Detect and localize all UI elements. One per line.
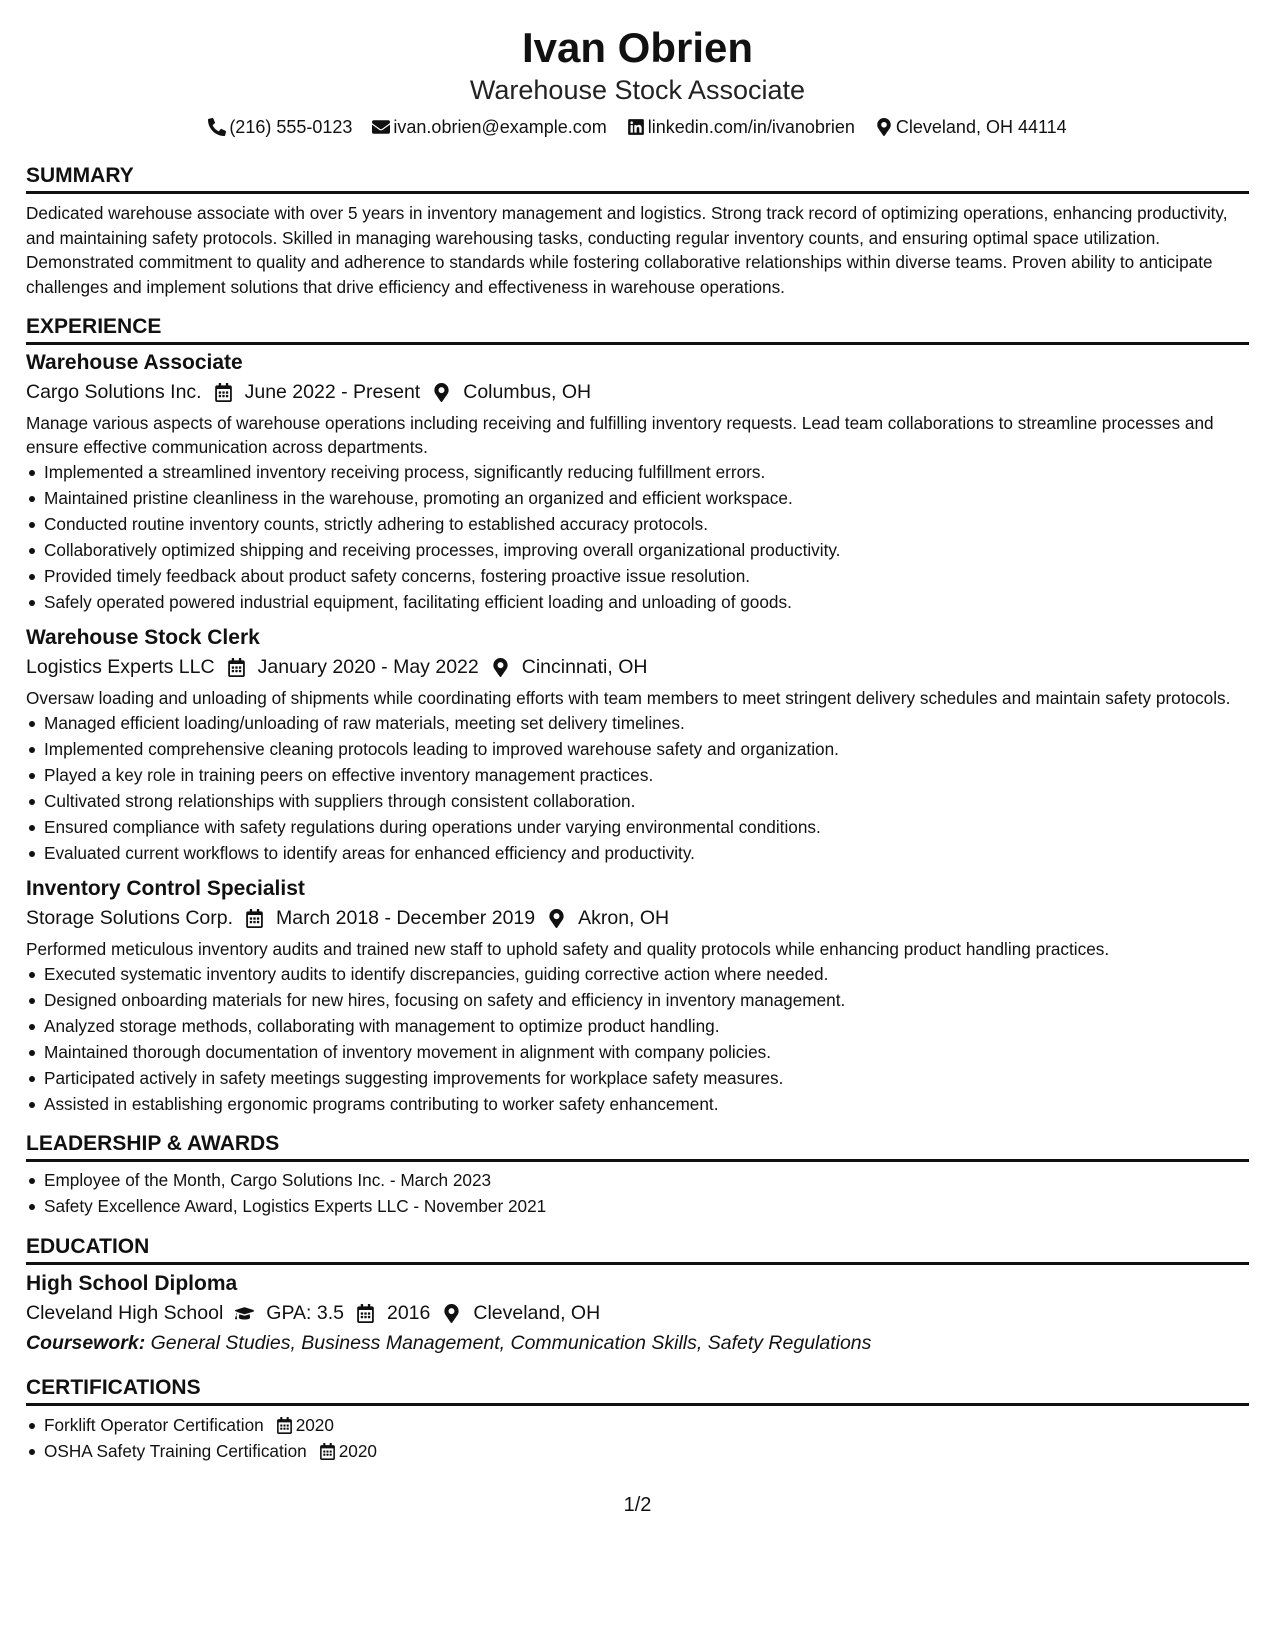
awards-list (26, 1167, 1249, 1219)
job-bullet: Maintained pristine cleanliness in the warehouse, promoting an organized and efficient workspace. (26, 485, 1249, 511)
contact-phone (208, 116, 352, 138)
linkedin-icon (627, 118, 645, 136)
contact-row (26, 116, 1249, 138)
calendar-icon (245, 909, 264, 928)
experience-section (26, 314, 1249, 1117)
section-title: SUMMARY (26, 163, 1249, 194)
linkedin-text: linkedin.com/in/ivanobrien (647, 117, 855, 137)
job-description: Manage various aspects of warehouse operations including receiving and fulfilling inventory requests. Lead team collaborations to streamline processes and ensure effective communication across departments. (26, 413, 1214, 457)
map-marker-icon (875, 118, 893, 136)
calendar-icon (319, 1443, 336, 1460)
company-name: Storage Solutions Corp. (26, 907, 234, 929)
education-section (26, 1234, 1249, 1358)
section-title: CERTIFICATIONS (26, 1375, 1249, 1406)
school-name: Cleveland High School (26, 1302, 224, 1324)
coursework-line (26, 1328, 1249, 1358)
job-location: Akron, OH (578, 907, 670, 929)
company-name: Cargo Solutions Inc. (26, 381, 202, 403)
grad-year: 2016 (386, 1302, 431, 1324)
job-meta (26, 652, 1249, 682)
candidate-headline: Warehouse Stock Associate (469, 75, 806, 105)
section-title: LEADERSHIP & AWARDS (26, 1131, 1249, 1162)
award-item: Employee of the Month, Cargo Solutions Inc. - March 2023 (26, 1167, 1249, 1193)
job-dates: June 2022 - Present (244, 381, 421, 403)
job-dates: January 2020 - May 2022 (257, 656, 479, 678)
job-title: Warehouse Associate (26, 351, 243, 374)
certification-name: OSHA Safety Training Certification (44, 1441, 307, 1461)
job-bullet: Analyzed storage methods, collaborating with management to optimize product handling. (26, 1013, 1249, 1039)
degree-title: High School Diploma (26, 1272, 238, 1295)
map-marker-icon (491, 658, 510, 677)
job-bullet: Designed onboarding materials for new hires, focusing on safety and efficiency in inventory management. (26, 987, 1249, 1013)
calendar-icon (214, 383, 233, 402)
job-location: Columbus, OH (463, 381, 592, 403)
job-bullet: Participated actively in safety meetings suggesting improvements for workplace safety measures. (26, 1065, 1249, 1091)
job-bullet: Collaboratively optimized shipping and receiving processes, improving overall organizational productivity. (26, 537, 1249, 563)
resume-page (26, 22, 1249, 1464)
company-name: Logistics Experts LLC (26, 656, 215, 678)
job-description: Oversaw loading and unloading of shipments while coordinating efforts with team members to meet stringent delivery schedules and maintain safety protocols. (26, 688, 1231, 708)
certification-name: Forklift Operator Certification (44, 1415, 264, 1435)
section-title: EDUCATION (26, 1234, 1249, 1265)
graduation-cap-icon (235, 1304, 254, 1323)
coursework-text: General Studies, Business Management, Communication Skills, Safety Regulations (150, 1332, 872, 1354)
job-title: Inventory Control Specialist (26, 877, 305, 900)
job-bullet: Safely operated powered industrial equipment, facilitating efficient loading and unloading of goods. (26, 589, 1249, 615)
calendar-icon (227, 658, 246, 677)
contact-email[interactable] (372, 116, 606, 138)
email-text: ivan.obrien@example.com (393, 117, 607, 137)
location-text: Cleveland, OH 44114 (895, 117, 1067, 137)
job-bullet: Assisted in establishing ergonomic programs contributing to worker safety enhancement. (26, 1091, 1249, 1117)
job-bullets (26, 961, 1249, 1117)
job-dates: March 2018 - December 2019 (276, 907, 536, 929)
job-list (26, 349, 1249, 1117)
contact-location (875, 116, 1067, 138)
job-bullet: Cultivated strong relationships with suppliers through consistent collaboration. (26, 788, 1249, 814)
job-entry (26, 349, 1249, 615)
summary-text: Dedicated warehouse associate with over 5 years in inventory management and logistics. Strong track record of optimizing operations, enhancing productivity, and maintaining safety protocols. Skilled in managing warehousing tasks, conducting regular inventory counts, and ensuring optimal space utilization. Demonstrated commitment to quality and adherence to standards while fostering collaborative relationships within diverse teams. Proven ability to anticipate challenges and implement solutions that drive efficiency and effectiveness in warehouse operations. (26, 203, 1228, 297)
phone-text: (216) 555-0123 (229, 117, 353, 137)
job-bullet: Maintained thorough documentation of inventory movement in alignment with company policies. (26, 1039, 1249, 1065)
job-entry (26, 875, 1249, 1117)
job-bullet: Conducted routine inventory counts, strictly adhering to established accuracy protocols. (26, 511, 1249, 537)
job-location: Cincinnati, OH (521, 656, 648, 678)
job-bullet: Played a key role in training peers on effective inventory management practices. (26, 762, 1249, 788)
certification-item (26, 1412, 1249, 1438)
calendar-icon (276, 1417, 293, 1434)
job-bullet: Implemented comprehensive cleaning protocols leading to improved warehouse safety and organization. (26, 736, 1249, 762)
job-bullet: Managed efficient loading/unloading of raw materials, meeting set delivery timelines. (26, 710, 1249, 736)
school-location: Cleveland, OH (473, 1302, 601, 1324)
calendar-icon (356, 1304, 375, 1323)
job-entry (26, 624, 1249, 866)
resume-header (26, 22, 1249, 138)
gpa-text: GPA: 3.5 (266, 1302, 344, 1324)
map-marker-icon (442, 1304, 461, 1323)
job-bullet: Implemented a streamlined inventory receiving process, significantly reducing fulfillment errors. (26, 459, 1249, 485)
certification-year: 2020 (338, 1441, 377, 1461)
coursework-label: Coursework: (26, 1332, 146, 1354)
certification-item (26, 1438, 1249, 1464)
job-bullets (26, 459, 1249, 615)
page-number: 1/2 (623, 1494, 652, 1516)
summary-section (26, 163, 1249, 299)
award-item: Safety Excellence Award, Logistics Experts LLC - November 2021 (26, 1193, 1249, 1219)
certifications-section (26, 1375, 1249, 1464)
section-title: EXPERIENCE (26, 314, 1249, 345)
map-marker-icon (432, 383, 451, 402)
certification-year: 2020 (295, 1415, 334, 1435)
education-meta (26, 1298, 1249, 1328)
certifications-list (26, 1412, 1249, 1464)
job-bullet: Evaluated current workflows to identify areas for enhanced efficiency and productivity. (26, 840, 1249, 866)
map-marker-icon (547, 909, 566, 928)
candidate-name: Ivan Obrien (521, 24, 754, 71)
job-meta (26, 903, 1249, 933)
job-bullet: Executed systematic inventory audits to identify discrepancies, guiding corrective action where needed. (26, 961, 1249, 987)
envelope-icon (372, 118, 390, 136)
contact-linkedin[interactable] (627, 116, 855, 138)
phone-icon (208, 118, 226, 136)
job-meta (26, 377, 1249, 407)
job-bullet: Ensured compliance with safety regulations during operations under varying environmental conditions. (26, 814, 1249, 840)
job-description: Performed meticulous inventory audits and trained new staff to uphold safety and quality protocols while enhancing product handling practices. (26, 939, 1110, 959)
awards-section (26, 1131, 1249, 1219)
job-bullet: Provided timely feedback about product safety concerns, fostering proactive issue resolution. (26, 563, 1249, 589)
job-bullets (26, 710, 1249, 866)
job-title: Warehouse Stock Clerk (26, 626, 260, 649)
